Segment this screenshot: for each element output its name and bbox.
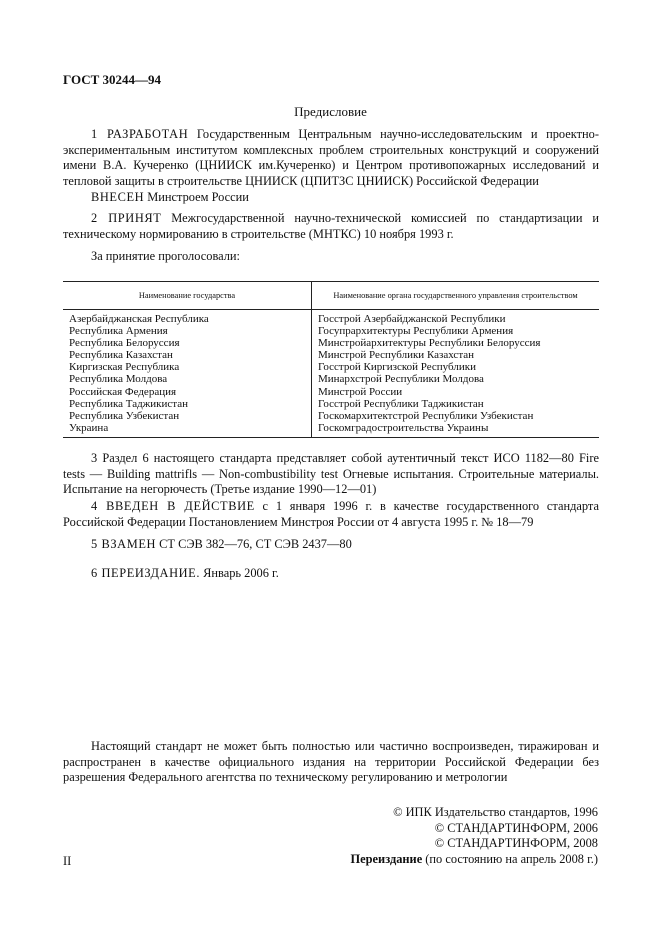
paragraph-adopted-label: 2 ПРИНЯТ <box>91 211 162 225</box>
table-row <box>63 349 599 361</box>
state-cell: Азербайджанская Республика <box>63 310 312 326</box>
document-code: ГОСТ 30244—94 <box>63 72 162 87</box>
state-cell: Украина <box>63 422 312 438</box>
copyright-block <box>351 805 598 867</box>
state-cell: Республика Армения <box>63 325 312 337</box>
paragraph-adopted <box>63 211 599 242</box>
copyright-line: © СТАНДАРТИНФОРМ, 2008 <box>434 836 598 851</box>
authority-cell: Минархстрой Республики Молдова <box>318 373 484 386</box>
table-row <box>63 422 599 438</box>
paragraph-reissue-text: Январь 2006 г. <box>200 566 279 580</box>
table-row <box>63 386 599 398</box>
authority-cell: Госкомградостроительства Украины <box>312 422 600 438</box>
copyright-notice: Настоящий стандарт не может быть полностью или частично воспроизведен, тиражирован и распространен в качестве официального издания на территории Российской Федерации без разрешения Федерального агентства по техническому регулированию и метрологии <box>63 739 599 785</box>
copyright-line: © СТАНДАРТИНФОРМ, 2006 <box>434 820 598 835</box>
page-number: II <box>63 854 72 868</box>
paragraph-introduced-label: ВНЕСЕН <box>91 190 145 204</box>
authority-cell: Госупрархитектуры Республики Армения <box>318 325 514 338</box>
paragraph-introduced <box>63 190 599 206</box>
paragraph-replaces <box>63 537 599 553</box>
state-cell: Республика Казахстан <box>63 349 312 361</box>
paragraph-reissue-label: 6 ПЕРЕИЗДАНИЕ. <box>91 566 201 580</box>
vote-table-header <box>63 282 599 310</box>
header-state: Наименование государства <box>63 282 312 310</box>
table-row <box>63 410 599 422</box>
table-row <box>63 310 599 326</box>
paragraph-iso-reference: 3 Раздел 6 настоящего стандарта представляет собой аутентичный текст ИСО 1182—80 Fire tests — Building mattrifls — Non-combustibility test Огневые испытания. Строительные материалы. Испытание на негорючесть (Третье издание 1990—12—01) <box>63 451 599 497</box>
table-row <box>63 325 599 337</box>
authority-cell: Госстрой Киргизской Республики <box>318 361 476 374</box>
state-cell: Республика Таджикистан <box>63 398 312 410</box>
paragraph-enacted <box>63 499 599 530</box>
authority-cell: Госкомархитектстрой Республики Узбекистан <box>318 409 534 422</box>
authority-cell: Минстройархитектуры Республики Белоруссия <box>318 337 541 350</box>
state-cell: Республика Узбекистан <box>63 410 312 422</box>
preface-title: Предисловие <box>294 104 367 119</box>
table-row <box>63 337 599 349</box>
copyright-line: © ИПК Издательство стандартов, 1996 <box>393 805 598 819</box>
state-cell: Республика Белоруссия <box>63 337 312 349</box>
header-authority: Наименование органа государственного управления строительством <box>312 282 600 310</box>
authority-cell: Минстрой Республики Казахстан <box>318 349 475 362</box>
paragraph-developed-label: 1 РАЗРАБОТАН <box>91 127 189 141</box>
state-cell: Киргизская Республика <box>63 361 312 373</box>
paragraph-enacted-label: 4 ВВЕДЕН В ДЕЙСТВИЕ <box>91 499 255 513</box>
authority-cell: Госстрой Азербайджанской Республики <box>318 313 506 325</box>
reissue-text: (по состоянию на апрель 2008 г.) <box>422 851 598 866</box>
paragraph-enacted-text: с 1 января 1996 г. в качестве государственного стандарта Российской Федерации Постановлением Минстроя России от 4 августа 1995 г. № 18—79 <box>63 499 599 529</box>
vote-table <box>63 281 599 438</box>
paragraph-adopted-text: Межгосударственной научно-технической комиссией по стандартизации и техническому нормированию в строительстве (МНТКС) 10 ноября 1993 г. <box>63 211 599 241</box>
table-row <box>63 373 599 385</box>
paragraph-replaces-text: СТ СЭВ 382—76, СТ СЭВ 2437—80 <box>156 537 352 551</box>
authority-cell: Госстрой Республики Таджикистан <box>318 397 484 410</box>
paragraph-replaces-label: 5 ВЗАМЕН <box>91 537 157 551</box>
state-cell: Республика Молдова <box>63 373 312 385</box>
paragraph-developed-text: Государственным Центральным научно-исследовательским и проектно-экспериментальным институтом комплексных проблем строительных конструкций и сооружений имени В.А. Кучеренко (ЦНИИСК им.Кучеренко) и Центром противопожарных исследований и тепловой защиты в строительстве ЦНИИСК (ЦПИТЗС ЦНИИСК) Российской Федерации <box>63 127 599 188</box>
paragraph-developed <box>63 127 599 189</box>
vote-intro: За принятие проголосовали: <box>91 249 240 263</box>
state-cell: Российская Федерация <box>63 386 312 398</box>
reissue-line <box>351 852 598 868</box>
reissue-label: Переиздание <box>350 851 423 866</box>
paragraph-introduced-text: Минстроем России <box>144 190 249 204</box>
table-row <box>63 361 599 373</box>
table-row <box>63 398 599 410</box>
authority-cell: Минстрой России <box>318 385 403 398</box>
paragraph-reissue <box>63 566 599 582</box>
